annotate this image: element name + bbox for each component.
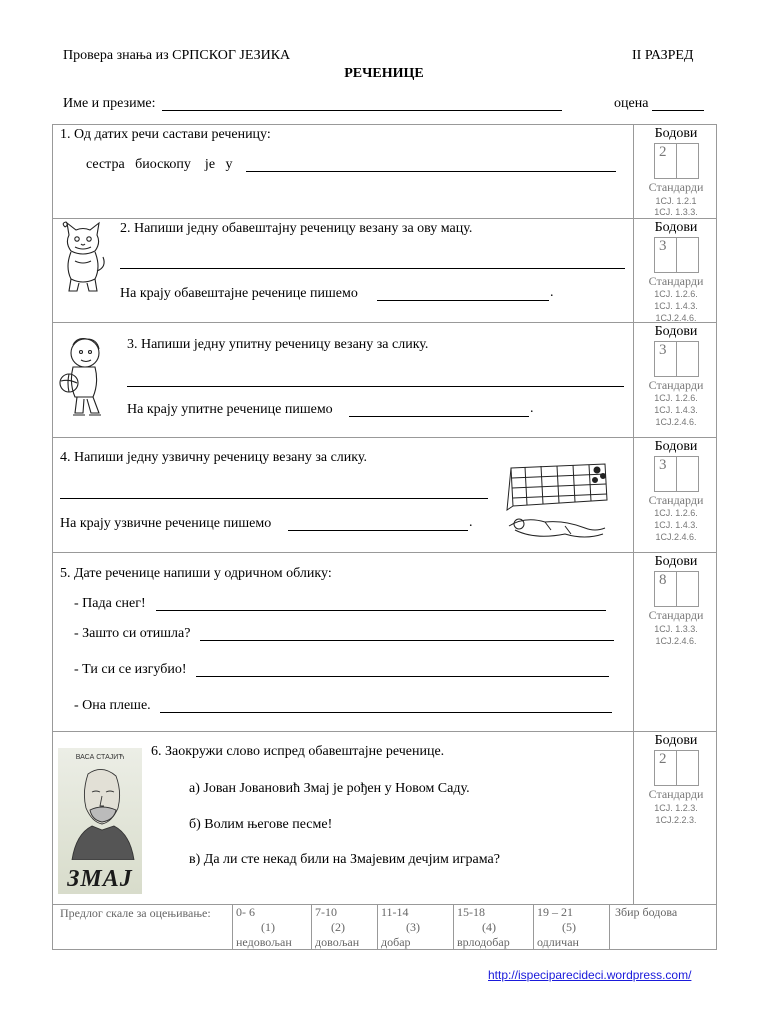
points-label: Бодови [654, 733, 698, 748]
sentence-1-answer-line[interactable] [156, 610, 606, 611]
standards-label: Стандарди [648, 180, 704, 194]
task-1 [52, 124, 717, 219]
book-author: ВАСА СТАЈИЋ [75, 754, 125, 761]
sentence-3: - Ти си се изгубио! [74, 662, 187, 677]
standard-code: 1CJ. 1.2.3. [654, 803, 698, 813]
sentence-4-answer-line[interactable] [160, 712, 612, 713]
grading-scale [52, 904, 717, 950]
standards-label: Стандарди [648, 378, 704, 392]
points-box: 3 [654, 237, 699, 273]
standards-label: Стандарди [648, 787, 704, 801]
standards-label: Стандарди [648, 608, 704, 622]
grade-cell-5: 19 – 21 (5) одличан [533, 905, 609, 949]
task-3-ending-text: На крају упитне реченице пишемо [127, 402, 333, 417]
task-1-text: 1. Од датих речи састави реченицу: [60, 127, 271, 142]
points-box: 8 [654, 571, 699, 607]
points-label: Бодови [654, 439, 698, 454]
standard-code: 1CJ. 1.4.3. [654, 405, 698, 415]
grade-cell-2: 7-10 (2) довољан [311, 905, 377, 949]
task-1-words: сестра биоскопу је у [86, 157, 233, 172]
sentence-2-answer-line[interactable] [200, 640, 614, 641]
task-4-text: 4. Напиши једну узвичну реченицу везану за слику. [60, 450, 367, 465]
standard-code: 1CJ. 1.2.6. [654, 508, 698, 518]
grade-cell-3: 11-14 (3) добар [377, 905, 453, 949]
sentence-2: - Зашто си отишла? [74, 626, 191, 641]
standard-code: 1CJ.2.4.6. [655, 313, 697, 323]
points-box: 3 [654, 341, 699, 377]
standard-code: 1CJ. 1.3.3. [654, 624, 698, 634]
task-4-ending-text: На крају узвичне реченице пишемо [60, 516, 272, 531]
grade-field[interactable] [652, 110, 704, 111]
period: . [469, 515, 473, 530]
task-5 [52, 552, 717, 732]
task-2-answer-line[interactable] [120, 268, 625, 269]
task-2-ending-line[interactable] [377, 300, 549, 301]
standard-code: 1CJ. 1.4.3. [654, 301, 698, 311]
standard-code: 1CJ. 1.4.3. [654, 520, 698, 530]
sentence-3-answer-line[interactable] [196, 676, 609, 677]
task-4-ending-line[interactable] [288, 530, 468, 531]
task-2 [52, 218, 717, 323]
task-2-ending-text: На крају обавештајне реченице пишемо [120, 286, 358, 301]
standard-code: 1CJ. 1.2.6. [654, 393, 698, 403]
sentence-4: - Она плеше. [74, 698, 151, 713]
page-title: РЕЧЕНИЦЕ [344, 66, 424, 81]
task-3-text: 3. Напиши једну упитну реченицу везану за слику. [127, 337, 429, 352]
subject-header: Провера знања из СРПСКОГ ЈЕЗИКА [63, 48, 291, 63]
points-label: Бодови [654, 126, 698, 141]
points-box: 2 [654, 750, 699, 786]
goal-and-player-illustration [505, 460, 615, 550]
book-title: ЗМАЈ [67, 866, 133, 892]
points-box: 3 [654, 456, 699, 492]
task-4 [52, 437, 717, 553]
grade-label: оцена [614, 96, 649, 111]
points-label: Бодови [654, 554, 698, 569]
standard-code: 1CJ.2.4.6. [655, 636, 697, 646]
name-label: Име и презиме: [63, 96, 156, 111]
task-5-text: 5. Дате реченице напиши у одричном облику: [60, 566, 332, 581]
grade-cell-4: 15-18 (4) врлодобар [453, 905, 533, 949]
points-label: Бодови [654, 324, 698, 339]
task-3 [52, 322, 717, 438]
standard-code: 1CJ.2.2.3. [655, 815, 697, 825]
points-label: Бодови [654, 220, 698, 235]
boy-illustration [57, 335, 107, 423]
standard-code: 1CJ. 1.3.3. [654, 207, 698, 217]
book-cover-image [58, 748, 142, 894]
option-b[interactable]: б) Волим његове песме! [189, 817, 333, 832]
name-field[interactable] [162, 110, 562, 111]
footer-link[interactable]: http://ispeciparecideci.wordpress.com/ [488, 968, 692, 982]
scale-label: Предлог скале за оцењивање: [60, 906, 211, 920]
standards-label: Стандарди [648, 493, 704, 507]
task-2-text: 2. Напиши једну обавештајну реченицу везану за ову мацу. [120, 221, 473, 236]
standard-code: 1CJ.2.4.6. [655, 532, 697, 542]
option-c[interactable]: в) Да ли сте некад били на Змајевим дечјим играма? [189, 852, 500, 867]
period: . [550, 285, 554, 300]
task-3-answer-line[interactable] [127, 386, 624, 387]
grade-cell-1: 0- 6 (1) недовољан [232, 905, 310, 949]
period: . [530, 401, 534, 416]
task-1-answer-line[interactable] [246, 171, 616, 172]
grade-level: II РАЗРЕД [632, 48, 694, 63]
task-4-answer-line[interactable] [60, 498, 488, 499]
task-6-text: 6. Заокружи слово испред обавештајне реченице. [151, 744, 445, 759]
standard-code: 1CJ. 1.2.6. [654, 289, 698, 299]
standards-label: Стандарди [648, 274, 704, 288]
option-a[interactable]: а) Јован Јовановић Змај је рођен у Новом Саду. [189, 781, 470, 796]
total-points-cell: Збир бодова [609, 905, 713, 949]
sentence-1: - Пада снег! [74, 596, 146, 611]
standard-code: 1CJ. 1.2.1 [655, 196, 697, 206]
cat-illustration [57, 221, 109, 297]
task-6 [52, 731, 717, 905]
points-box: 2 [654, 143, 699, 179]
task-3-ending-line[interactable] [349, 416, 529, 417]
standard-code: 1CJ.2.4.6. [655, 417, 697, 427]
